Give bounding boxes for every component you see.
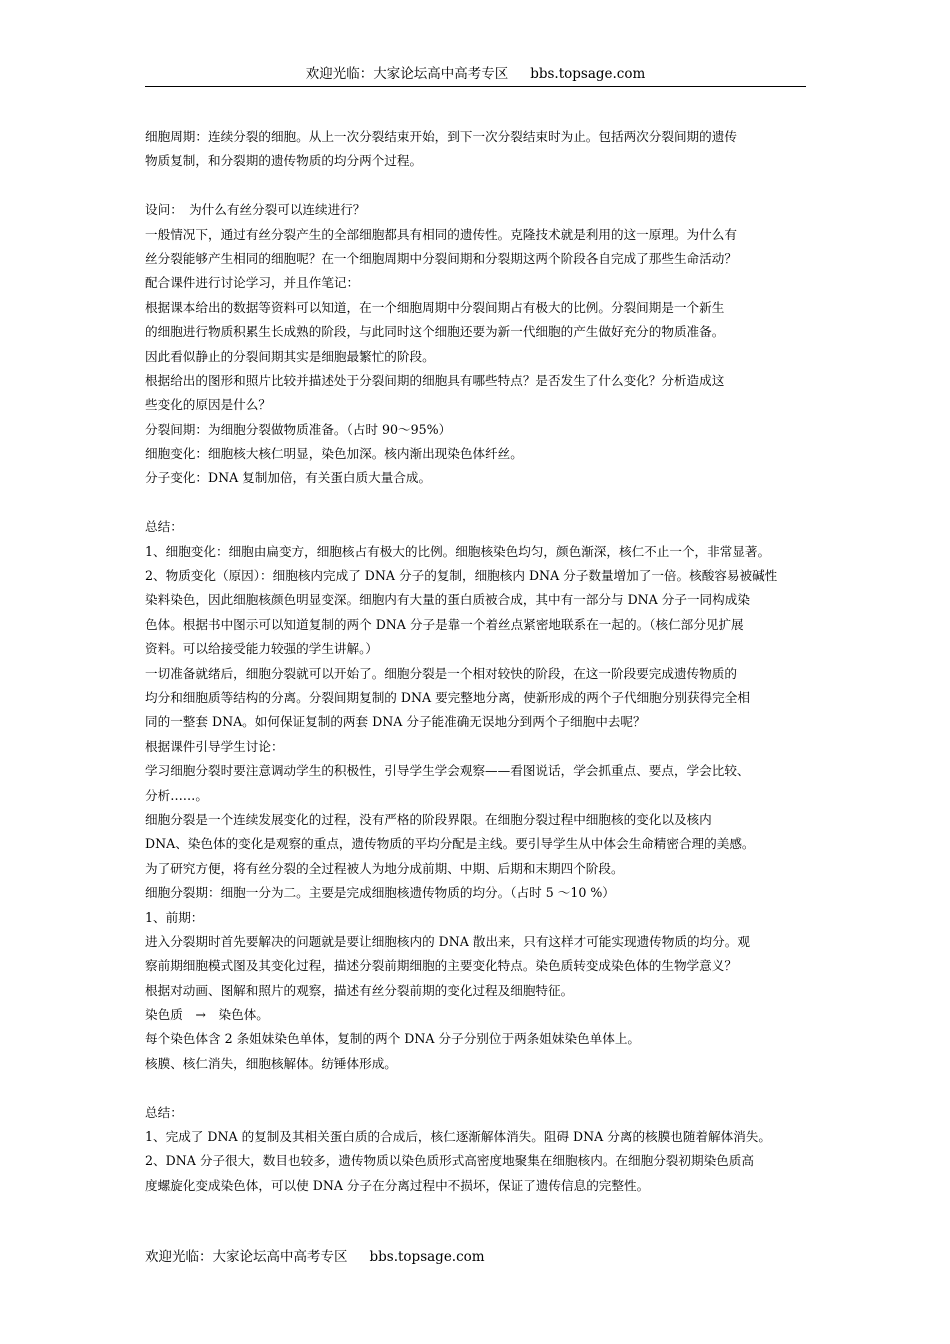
header-welcome-text: 欢迎光临：大家论坛高中高考专区 xyxy=(305,66,509,82)
text-line: 色体。根据书中图示可以知道复制的两个 DNA 分子是靠一个着丝点紧密地联系在一起的。（核仁部分见扩展 xyxy=(145,616,744,632)
text-line: 度螺旋化变成染色体，可以使 DNA 分子在分离过程中不损坏，保证了遗传信息的完整性。 xyxy=(145,1177,650,1193)
text-line: 察前期细胞模式图及其变化过程，描述分裂前期细胞的主要变化特点。染色质转变成染色体的生物学意义？ xyxy=(145,958,737,974)
document-body xyxy=(145,125,813,1198)
text-line: 细胞分裂期：细胞一分为二。主要是完成细胞核遗传物质的均分。（占时 5 ～10 %） xyxy=(145,885,615,901)
text-line: 分析……。 xyxy=(145,787,208,803)
text-line: 丝分裂能够产生相同的细胞呢？在一个细胞周期中分裂间期和分裂期这两个阶段各自完成了那些生命活动？ xyxy=(145,250,737,266)
text-line: 一般情况下，通过有丝分裂产生的全部细胞都具有相同的遗传性。克隆技术就是利用的这一原理。为什么有 xyxy=(145,226,737,242)
text-line: 1、完成了 DNA 的复制及其相关蛋白质的合成后，核仁逐渐解体消失。阻碍 DNA 分离的核膜也随着解体消失。 xyxy=(145,1129,771,1145)
text-line: 总结： xyxy=(145,1104,183,1120)
page-footer xyxy=(145,1247,485,1267)
footer-welcome-text: 欢迎光临：大家论坛高中高考专区 xyxy=(145,1249,348,1265)
header-site-link[interactable]: bbs.topsage.com xyxy=(530,66,646,82)
text-line: 每个染色体含 2 条姐妹染色单体，复制的两个 DNA 分子分别位于两条姐妹染色单体上。 xyxy=(145,1031,641,1047)
text-line: 分裂间期：为细胞分裂做物质准备。（占时 90～95%） xyxy=(145,421,452,437)
text-line: 核膜、核仁消失，细胞核解体。纺锤体形成。 xyxy=(145,1055,397,1071)
text-line: 根据对动画、图解和照片的观察，描述有丝分裂前期的变化过程及细胞特征。 xyxy=(145,982,574,998)
text-line: 的细胞进行物质积累生长成熟的阶段，与此同时这个细胞还要为新一代细胞的产生做好充分的物质准备。 xyxy=(145,324,725,340)
text-line: 根据课件引导学生讨论： xyxy=(145,738,284,754)
text-line: 进入分裂期时首先要解决的问题就是要让细胞核内的 DNA 散出来，只有这样才可能实现遗传物质的均分。观 xyxy=(145,933,750,949)
text-line: 为了研究方便，将有丝分裂的全过程被人为地分成前期、中期、后期和末期四个阶段。 xyxy=(145,860,624,876)
text-line: 1、前期： xyxy=(145,909,204,925)
text-line: 根据课本给出的数据等资料可以知道，在一个细胞周期中分裂间期占有极大的比例。分裂间期是一个新生 xyxy=(145,299,725,315)
text-line: 资料。可以给接受能力较强的学生讲解。） xyxy=(145,641,378,657)
text-line: 设问： 为什么有丝分裂可以连续进行？ xyxy=(145,202,366,218)
text-line: 细胞分裂是一个连续发展变化的过程，没有严格的阶段界限。在细胞分裂过程中细胞核的变化以及核内 xyxy=(145,811,712,827)
text-line: 均分和细胞质等结构的分离。分裂间期复制的 DNA 要完整地分离，使新形成的两个子代细胞分别获得完全相 xyxy=(145,689,750,705)
text-line: 总结： xyxy=(145,519,183,535)
text-line: 些变化的原因是什么？ xyxy=(145,397,271,413)
text-line: 染色质 → 染色体。 xyxy=(145,1007,269,1023)
text-line: 2、DNA 分子很大，数目也较多，遗传物质以染色质形式高密度地聚集在细胞核内。在细胞分裂初期染色质高 xyxy=(145,1153,754,1169)
text-line: 2、物质变化（原因）：细胞核内完成了 DNA 分子的复制，细胞核内 DNA 分子数量增加了一倍。核酸容易被碱性 xyxy=(145,568,778,584)
text-line: 分子变化：DNA 复制加倍，有关蛋白质大量合成。 xyxy=(145,470,432,486)
text-line: 配合课件进行讨论学习，并且作笔记： xyxy=(145,275,360,291)
text-line: 一切准备就绪后，细胞分裂就可以开始了。细胞分裂是一个相对较快的阶段，在这一阶段要完成遗传物质的 xyxy=(145,665,737,681)
blank-line xyxy=(145,174,813,198)
text-line: 同的一整套 DNA。如何保证复制的两套 DNA 分子能准确无误地分到两个子细胞中去呢？ xyxy=(145,714,646,730)
text-line: 因此看似静止的分裂间期其实是细胞最繁忙的阶段。 xyxy=(145,348,435,364)
text-line: 根据给出的图形和照片比较并描述处于分裂间期的细胞具有哪些特点？是否发生了什么变化？分析造成这 xyxy=(145,372,725,388)
blank-line xyxy=(145,1076,813,1100)
text-line: 物质复制，和分裂期的遗传物质的均分两个过程。 xyxy=(145,153,423,169)
text-line: 学习细胞分裂时要注意调动学生的积极性，引导学生学会观察——看图说话，学会抓重点、要点，学会比较、 xyxy=(145,763,750,779)
page-header xyxy=(145,64,806,87)
blank-line xyxy=(145,491,813,515)
text-line: 细胞周期：连续分裂的细胞。从上一次分裂结束开始，到下一次分裂结束时为止。包括两次分裂间期的遗传 xyxy=(145,129,737,144)
footer-site-link[interactable]: bbs.topsage.com xyxy=(369,1249,485,1265)
text-line: 染料染色，因此细胞核颜色明显变深。细胞内有大量的蛋白质被合成，其中有一部分与 DNA 分子一同构成染 xyxy=(145,592,750,608)
text-line: 1、细胞变化：细胞由扁变方，细胞核占有极大的比例。细胞核染色均匀，颜色渐深，核仁不止一个，非常显著。 xyxy=(145,543,771,559)
text-line: 细胞变化：细胞核大核仁明显，染色加深。核内渐出现染色体纤丝。 xyxy=(145,446,523,462)
text-line: DNA、染色体的变化是观察的重点，遗传物质的平均分配是主线。要引导学生从中体会生命精密合理的美感。 xyxy=(145,836,755,852)
